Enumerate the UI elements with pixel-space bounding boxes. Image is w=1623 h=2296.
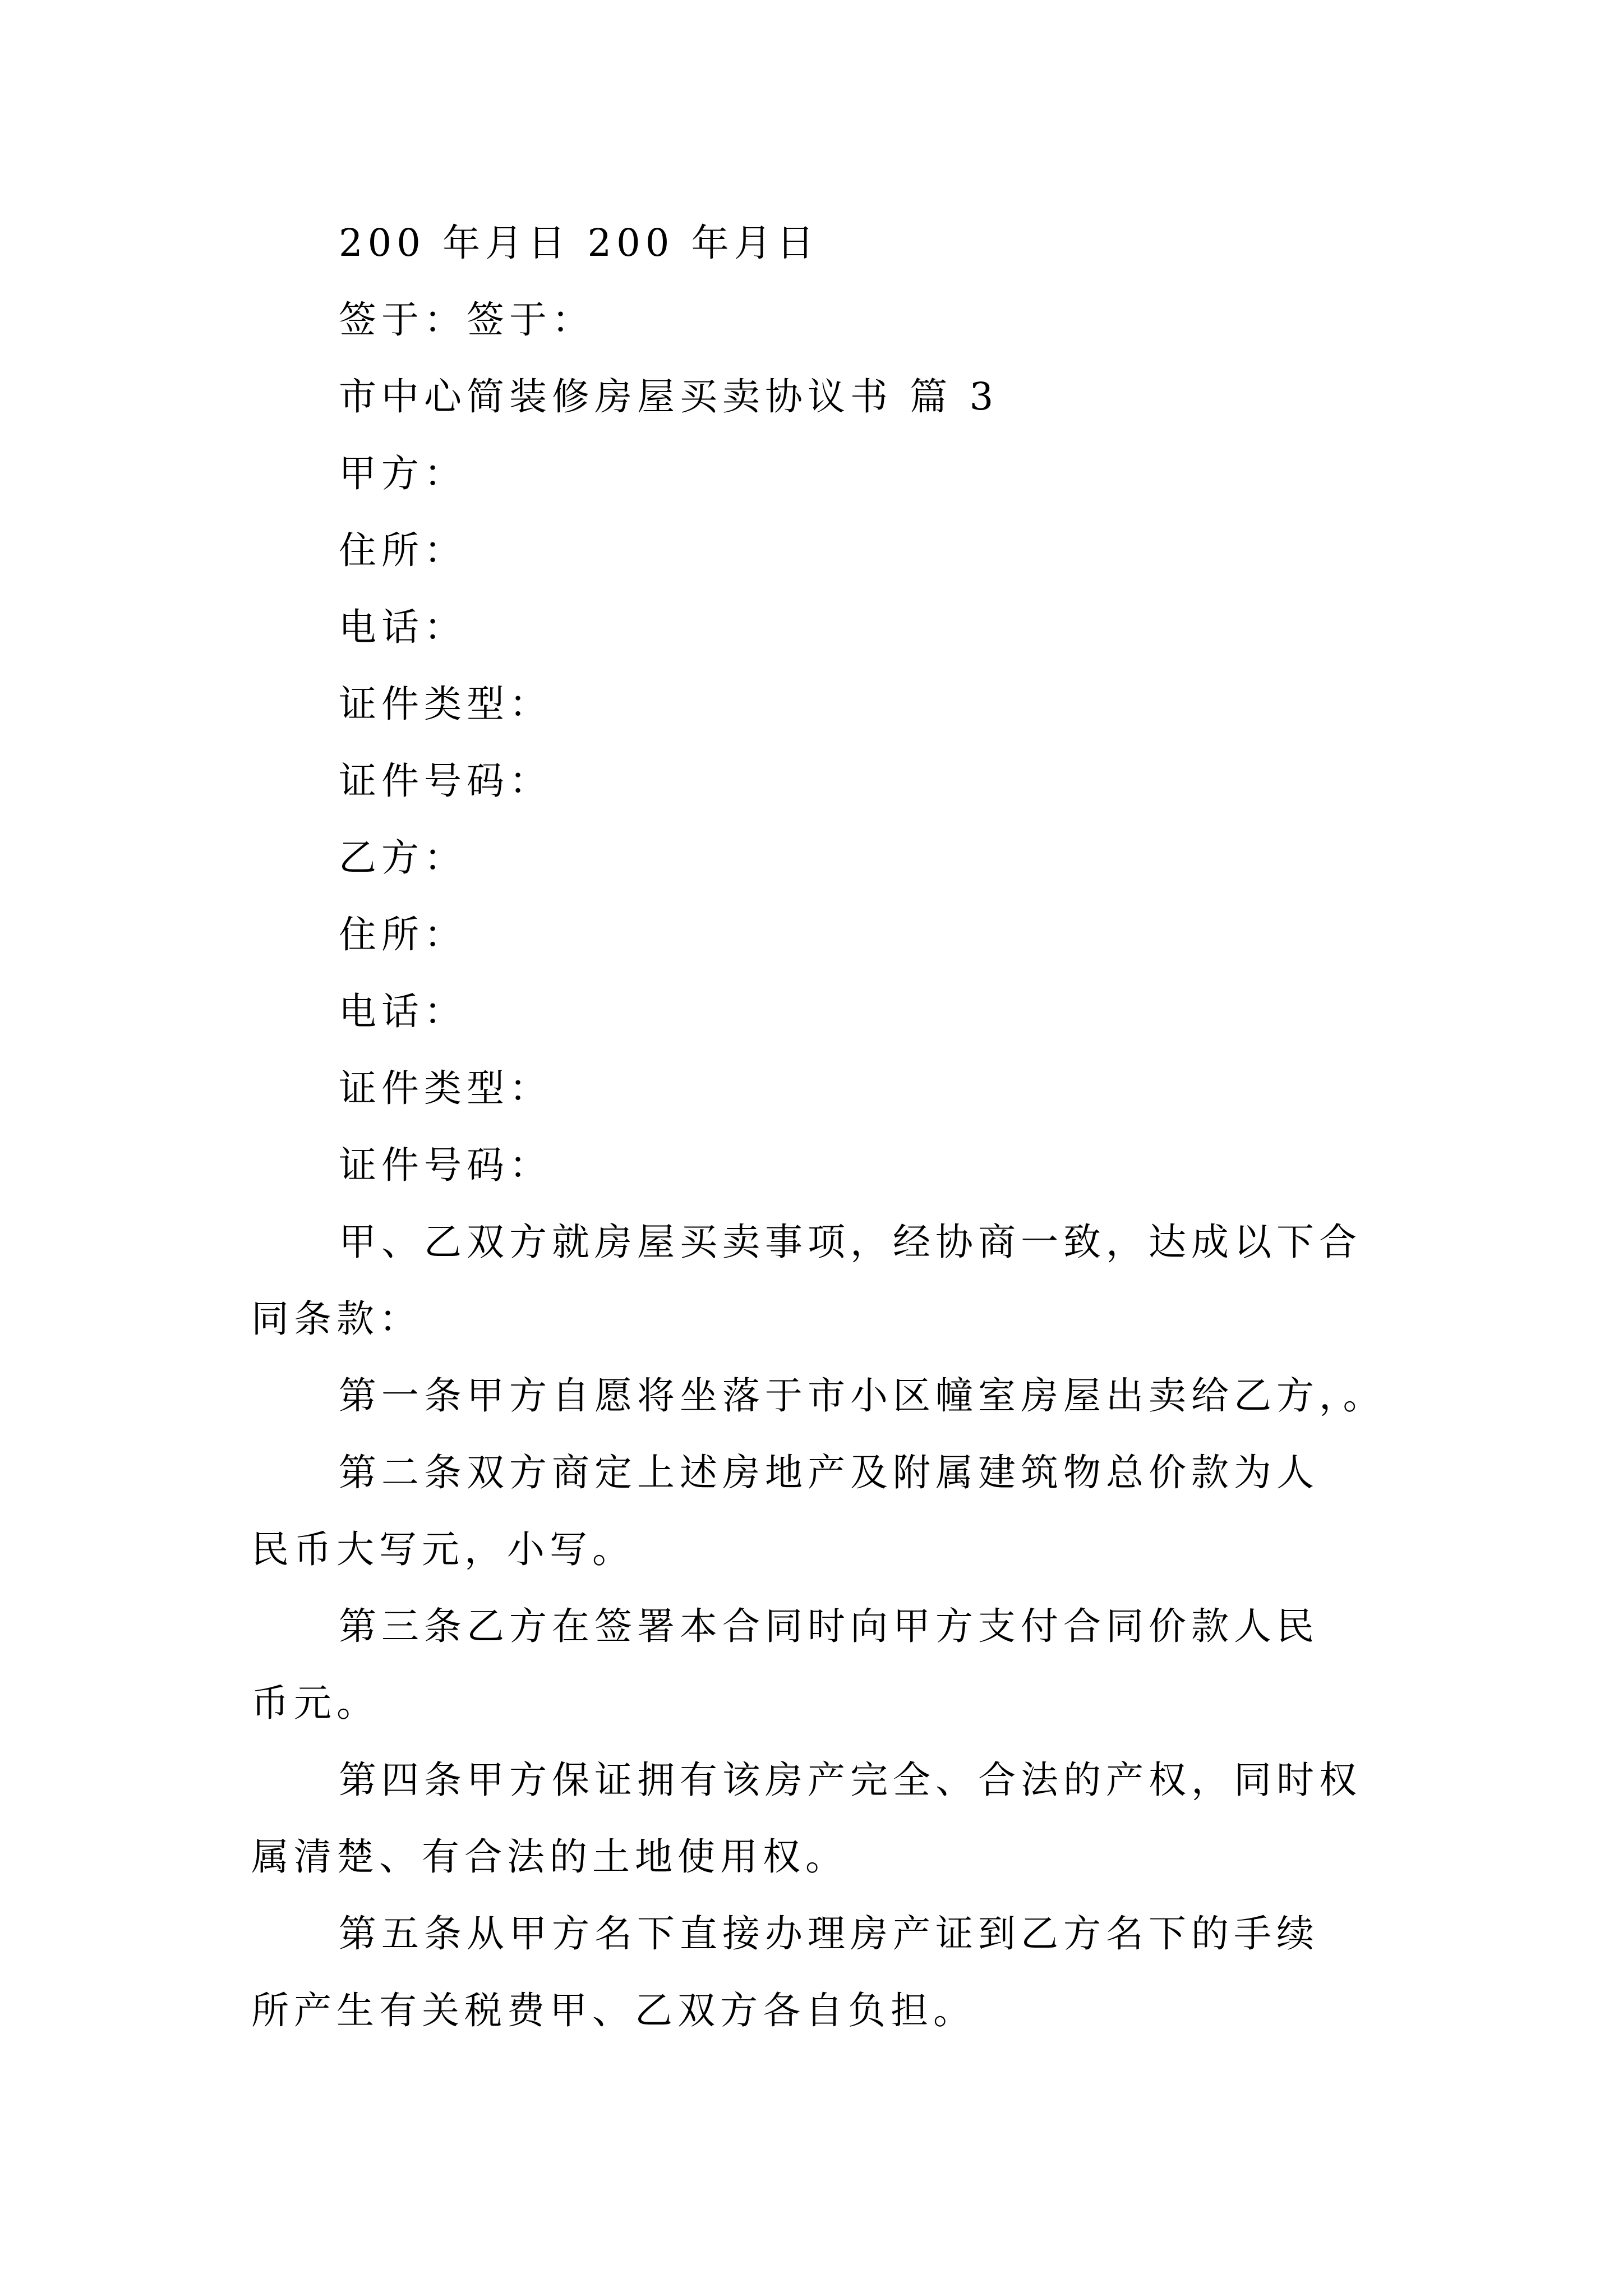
- preamble-line-2: 同条款：: [251, 1297, 422, 1341]
- party-a-label: 甲方：: [339, 452, 467, 495]
- article-2-line-2: 民币大写元，小写。: [251, 1527, 635, 1571]
- article-5-line-1: 第五条从甲方名下直接办理房产证到乙方名下的手续: [339, 1912, 1319, 1955]
- article-4-line-1: 第四条甲方保证拥有该房产完全、合法的产权，同时权: [339, 1758, 1362, 1802]
- signing-date-line: 200 年月日 200 年月日: [339, 221, 819, 265]
- document-title: 市中心简装修房屋买卖协议书 篇 3: [339, 375, 999, 418]
- party-b-phone-label: 电话：: [339, 990, 467, 1033]
- party-a-address-label: 住所：: [339, 528, 467, 572]
- article-5-line-2: 所产生有关税费甲、乙双方各自负担。: [251, 1989, 976, 2032]
- party-b-address-label: 住所：: [339, 913, 467, 956]
- signing-place-line: 签于：签于：: [339, 298, 594, 342]
- preamble-line-1: 甲、乙双方就房屋买卖事项，经协商一致，达成以下合: [339, 1220, 1362, 1264]
- party-a-id-type-label: 证件类型：: [339, 682, 552, 726]
- article-3-line-2: 币元。: [251, 1681, 379, 1725]
- party-a-phone-label: 电话：: [339, 605, 467, 649]
- article-1: 第一条甲方自愿将坐落于市小区幢室房屋出卖给乙方，。: [339, 1374, 1386, 1418]
- party-b-id-type-label: 证件类型：: [339, 1066, 552, 1110]
- party-a-id-number-label: 证件号码：: [339, 759, 552, 803]
- party-b-id-number-label: 证件号码：: [339, 1143, 552, 1187]
- article-3-line-1: 第三条乙方在签署本合同时向甲方支付合同价款人民: [339, 1604, 1319, 1648]
- party-b-label: 乙方：: [339, 836, 467, 880]
- article-2-line-1: 第二条双方商定上述房地产及附属建筑物总价款为人: [339, 1451, 1319, 1494]
- article-4-line-2: 属清楚、有合法的土地使用权。: [251, 1835, 848, 1879]
